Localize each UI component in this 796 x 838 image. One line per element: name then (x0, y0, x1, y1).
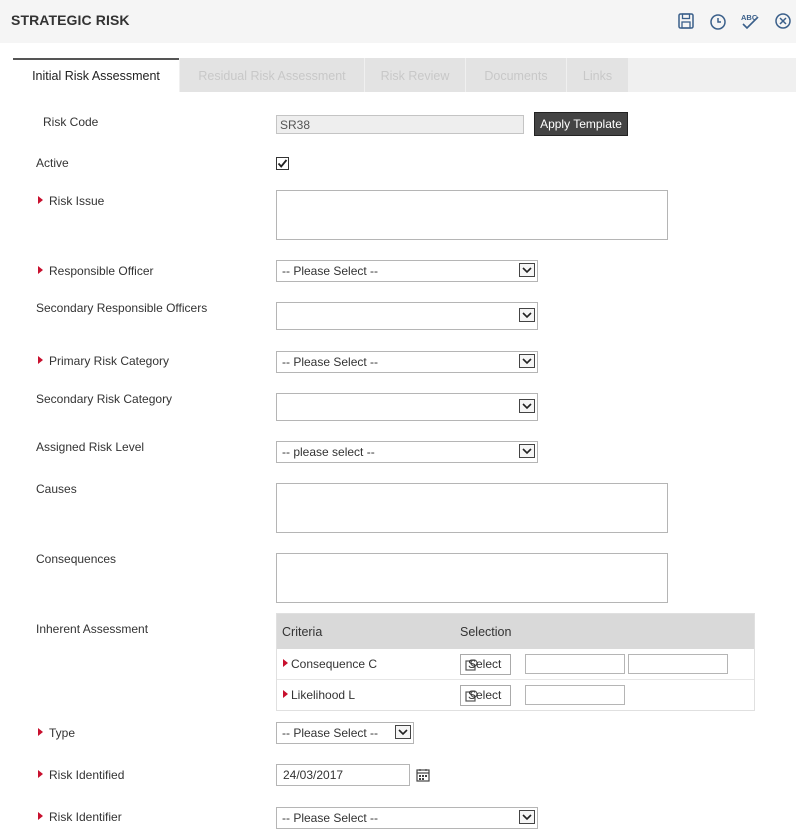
primary-category-label (38, 354, 169, 368)
select-button-label: Select (468, 688, 502, 702)
risk-identified-text: Risk Identified (49, 768, 125, 782)
assigned-level-select[interactable] (276, 441, 538, 463)
required-marker-icon (38, 770, 43, 778)
calendar-icon[interactable] (416, 768, 430, 785)
risk-identifier-value: -- Please Select -- (282, 811, 379, 825)
risk-issue-text: Risk Issue (49, 194, 105, 208)
risk-identified-date-input[interactable]: 24/03/2017 (276, 764, 410, 786)
chevron-down-icon[interactable] (519, 444, 535, 458)
chevron-down-icon[interactable] (519, 810, 535, 824)
active-label: Active (36, 156, 69, 170)
secondary-officers-select[interactable] (276, 302, 538, 330)
required-marker-icon (38, 728, 43, 736)
tab-residual-risk-assessment[interactable]: Residual Risk Assessment (179, 58, 364, 92)
responsible-officer-text: Responsible Officer (49, 264, 154, 278)
page-title: STRATEGIC RISK (11, 12, 130, 28)
risk-issue-textarea[interactable] (276, 190, 668, 240)
chevron-down-icon[interactable] (395, 725, 411, 739)
close-icon[interactable] (773, 11, 793, 31)
causes-label: Causes (36, 482, 77, 496)
risk-identifier-label (38, 810, 122, 824)
required-marker-icon (283, 659, 288, 667)
criteria-column-header: Criteria (282, 625, 323, 639)
assigned-level-value: -- please select -- (282, 445, 375, 459)
secondary-category-select[interactable] (276, 393, 538, 421)
grid-header (277, 614, 754, 649)
table-row (277, 649, 754, 680)
active-checkbox[interactable] (276, 157, 289, 170)
tab-documents[interactable]: Documents (465, 58, 566, 92)
title-bar (0, 0, 796, 43)
criteria-cell (291, 688, 355, 702)
risk-identified-label (38, 768, 124, 782)
spellcheck-icon[interactable] (740, 11, 760, 31)
consequence-description-input[interactable] (628, 654, 728, 674)
apply-template-button[interactable]: Apply Template (534, 112, 628, 136)
save-icon[interactable] (676, 11, 696, 31)
risk-identifier-select[interactable] (276, 807, 538, 829)
selection-column-header: Selection (460, 625, 512, 639)
chevron-down-icon[interactable] (519, 399, 535, 413)
consequence-value-input[interactable] (525, 654, 625, 674)
criteria-text: Consequence C (291, 657, 378, 671)
required-marker-icon (38, 812, 43, 820)
table-row (277, 680, 754, 711)
type-label (38, 726, 75, 740)
primary-category-text: Primary Risk Category (49, 354, 170, 368)
svg-text:ABC: ABC (741, 13, 758, 22)
consequences-label: Consequences (36, 552, 117, 566)
criteria-cell (291, 657, 377, 671)
primary-category-select[interactable] (276, 351, 538, 373)
responsible-officer-value: -- Please Select -- (282, 264, 379, 278)
causes-textarea[interactable] (276, 483, 668, 533)
tab-links[interactable]: Links (566, 58, 628, 92)
inherent-assessment-label: Inherent Assessment (36, 622, 149, 636)
secondary-officers-label: Secondary Responsible Officers (36, 301, 208, 315)
risk-issue-label (38, 194, 104, 208)
chevron-down-icon[interactable] (519, 263, 535, 277)
risk-code-label: Risk Code (43, 115, 99, 129)
primary-category-value: -- Please Select -- (282, 355, 379, 369)
history-icon[interactable] (708, 11, 728, 31)
chevron-down-icon[interactable] (519, 308, 535, 322)
consequences-textarea[interactable] (276, 553, 668, 603)
secondary-category-label: Secondary Risk Category (36, 392, 173, 406)
risk-code-field: SR38 (276, 115, 524, 134)
required-marker-icon (38, 356, 43, 364)
select-button[interactable] (460, 654, 511, 675)
required-marker-icon (38, 266, 43, 274)
assigned-level-label: Assigned Risk Level (36, 440, 145, 454)
select-button[interactable] (460, 685, 511, 706)
responsible-officer-select[interactable] (276, 260, 538, 282)
select-button-label: Select (468, 657, 502, 671)
inherent-assessment-grid (276, 613, 755, 711)
responsible-officer-label (38, 264, 154, 278)
type-select[interactable] (276, 722, 414, 744)
type-text: Type (49, 726, 76, 740)
risk-identifier-text: Risk Identifier (49, 810, 122, 824)
type-value: -- Please Select -- (282, 726, 379, 740)
likelihood-value-input[interactable] (525, 685, 625, 705)
required-marker-icon (38, 196, 43, 204)
tab-initial-risk-assessment[interactable]: Initial Risk Assessment (13, 58, 179, 93)
criteria-text: Likelihood L (291, 688, 356, 702)
tab-risk-review[interactable]: Risk Review (364, 58, 465, 92)
chevron-down-icon[interactable] (519, 354, 535, 368)
required-marker-icon (283, 690, 288, 698)
